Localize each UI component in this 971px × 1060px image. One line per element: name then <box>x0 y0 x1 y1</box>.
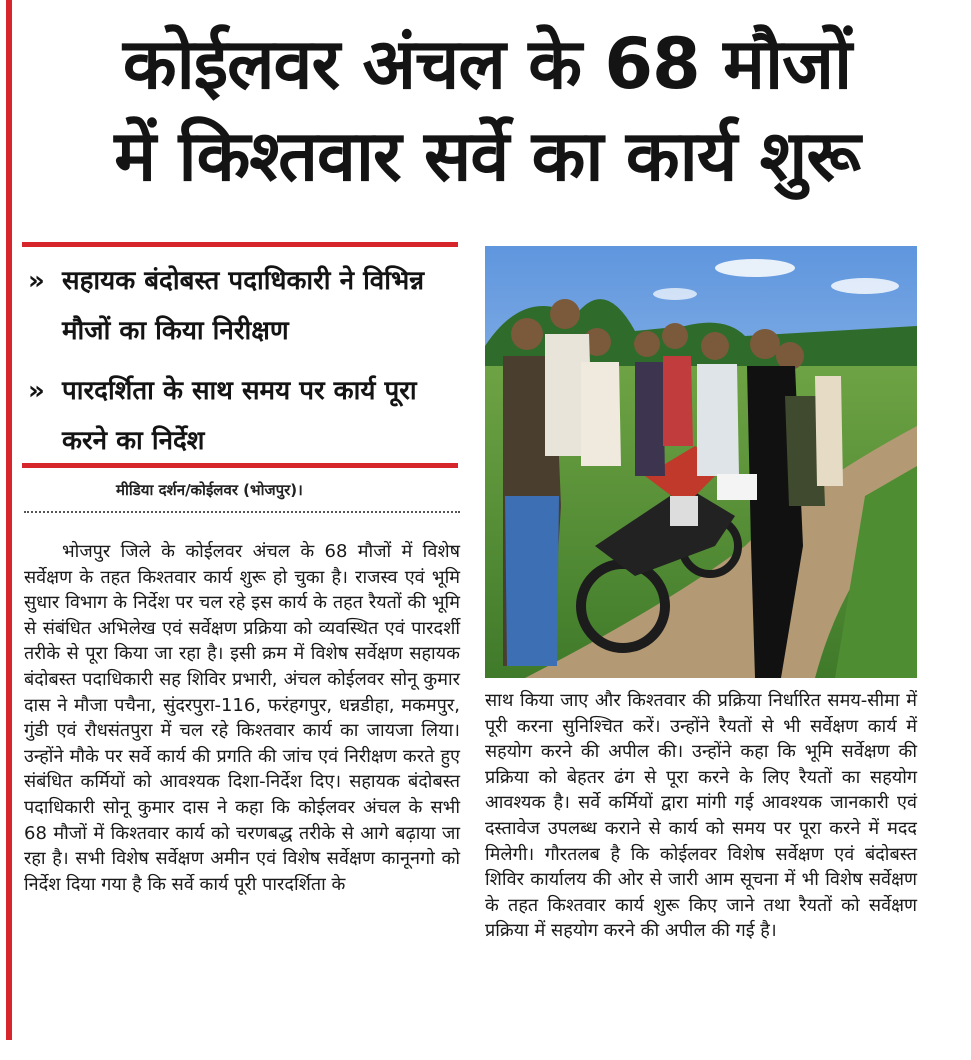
left-accent-rule <box>6 0 12 1040</box>
article-paragraph: साथ किया जाए और किश्तवार की प्रक्रिया निर्धारित समय-सीमा में पूरी करना सुनिश्चित करें। उन्होंने रैयतों से भी सर्वेक्षण कार्य में सहयोग करने की अपील की। उन्होंने कहा कि भूमि सर्वेक्षण की प्रक्रिया को बेहतर ढंग से पूरा करने के लिए रैयतों का सहयोग आवश्यक है। सर्वे कर्मियों द्वारा मांगी गई आवश्यक जानकारी एवं दस्तावेज उपलब्ध कराने से कार्य को समय पर पूरा करने में मदद मिलेगी। गौरतलब है कि कोईलवर विशेष सर्वेक्षण एवं बंदोबस्त शिविर कार्यालय की ओर से जारी आम सूचना में भी विशेष सर्वेक्षण के तहत किश्तवार कार्य शुरू किए जाने तथा रैयतों को सर्वेक्षण प्रक्रिया में सहयोग करने की अपील की गई है। <box>485 690 917 942</box>
article-body-left-column <box>24 539 460 897</box>
headline <box>22 18 952 202</box>
chevron-marker-icon: » <box>28 266 45 296</box>
highlight-item <box>28 256 468 356</box>
headline-line-1: कोईलवर अंचल के 68 मौजों <box>122 23 852 105</box>
dotted-divider <box>24 511 460 513</box>
survey-team-photo <box>485 246 917 678</box>
highlights-box <box>28 256 468 476</box>
highlights-bottom-divider <box>22 463 458 468</box>
article-body-right-column <box>485 688 917 944</box>
chevron-marker-icon: » <box>28 376 45 406</box>
byline: मीडिया दर्शन/कोईलवर (भोजपुर)। <box>116 481 303 499</box>
news-photo <box>485 246 917 678</box>
headline-line-2: में किश्तवार सर्वे का कार्य शुरू <box>114 115 860 197</box>
article-paragraph: भोजपुर जिले के कोईलवर अंचल के 68 मौजों में विशेष सर्वेक्षण के तहत किश्तवार कार्य शुरू हो चुका है। राजस्व एवं भूमि सुधार विभाग के निर्देश पर चल रहे इस कार्य के तहत रैयतों की भूमि से संबंधित अभिलेख एवं सर्वेक्षण प्रक्रिया को व्यवस्थित एवं पारदर्शी तरीके से पूरा किया जा रहा है। इसी क्रम में विशेष सर्वेक्षण सहायक बंदोबस्त पदाधिकारी सह शिविर प्रभारी, अंचल कोईलवर सोनू कुमार दास ने मौजा पचैना, सुंदरपुरा-116, फरंहगपुर, धन्नडीहा, मकमपुर, गुंडी एवं रौधसंतपुरा में चल रहे किश्तवार कार्य का जायजा लिया। उन्होंने मौके पर सर्वे कार्य की प्रगति की जांच एवं निरीक्षण करते हुए संबंधित कर्मियों को आवश्यक दिशा-निर्देश दिए। सहायक बंदोबस्त पदाधिकारी सोनू कुमार दास ने कहा कि कोईलवर अंचल के सभी 68 मौजों में किश्तवार कार्य को चरणबद्ध तरीके से आगे बढ़ाया जा रहा है। सभी विशेष सर्वेक्षण अमीन एवं विशेष सर्वेक्षण कानूनगो को निर्देश दिया गया है कि सर्वे कार्य पूरी पारदर्शिता के <box>24 541 460 895</box>
highlight-text: सहायक बंदोबस्त पदाधिकारी ने विभिन्न मौजों का किया निरीक्षण <box>62 266 425 346</box>
highlights-top-divider <box>22 242 458 247</box>
highlight-item <box>28 366 468 466</box>
highlight-text: पारदर्शिता के साथ समय पर कार्य पूरा करने का निर्देश <box>62 376 417 456</box>
